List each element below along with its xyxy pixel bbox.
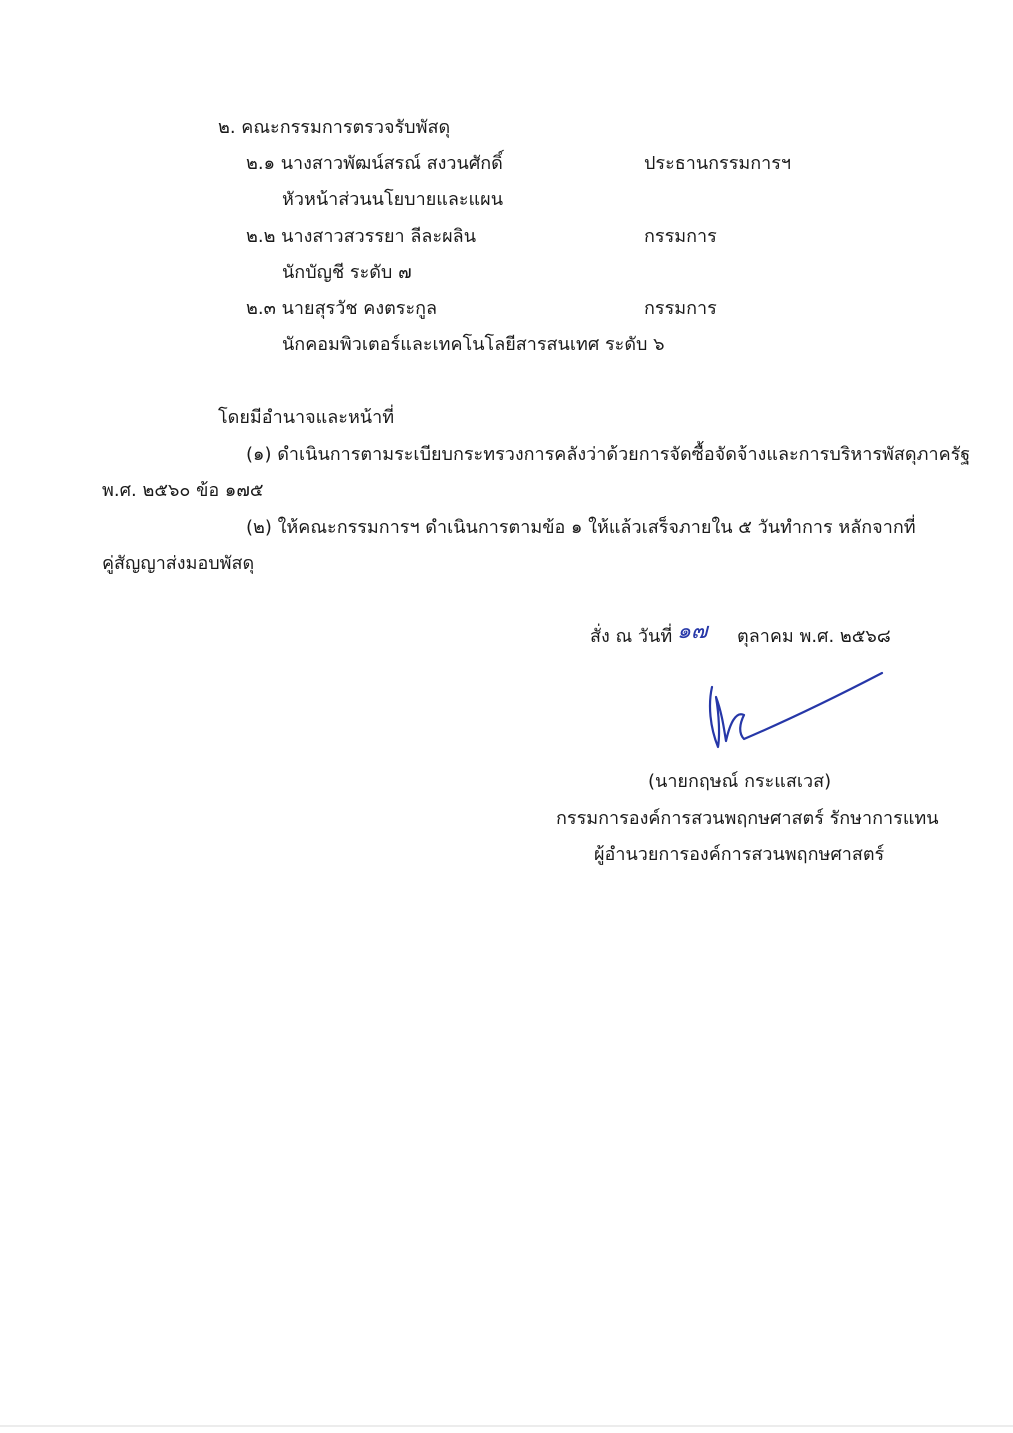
duty-2-line-2: คู่สัญญาส่งมอบพัสดุ <box>102 553 255 574</box>
member-2-role: กรรมการ <box>644 226 717 247</box>
member-3-position: นักคอมพิวเตอร์และเทคโนโลยีสารสนเทศ ระดับ ๖ <box>282 334 665 355</box>
member-1-position: หัวหน้าส่วนนโยบายและแผน <box>282 189 504 210</box>
member-2-position: นักบัญชี ระดับ ๗ <box>282 262 412 283</box>
order-date-day: ๑๗ <box>677 619 708 644</box>
duty-1-line-2: พ.ศ. ๒๕๖๐ ข้อ ๑๗๕ <box>102 480 264 501</box>
duties-heading: โดยมีอำนาจและหน้าที่ <box>218 407 395 428</box>
member-3-role: กรรมการ <box>644 298 717 319</box>
signatory-name: (นายกฤษณ์ กระแสเวส) <box>648 771 832 792</box>
signature <box>700 665 890 760</box>
order-date-month-year: ตุลาคม พ.ศ. ๒๕๖๘ <box>737 626 891 647</box>
signatory-title-line-2: ผู้อำนวยการองค์การสวนพฤกษศาสตร์ <box>594 844 885 865</box>
duty-1-line-1: (๑) ดำเนินการตามระเบียบกระทรวงการคลังว่าด้วยการจัดซื้อจัดจ้างและการบริหารพัสดุภาครัฐ <box>246 444 971 465</box>
committee-heading: ๒. คณะกรรมการตรวจรับพัสดุ <box>218 117 451 138</box>
order-date-prefix: สั่ง ณ วันที่ <box>590 626 673 647</box>
member-1-name: ๒.๑ นางสาวพัฒน์สรณ์ สงวนศักดิ์ <box>246 153 503 174</box>
signatory-title-line-1: กรรมการองค์การสวนพฤกษศาสตร์ รักษาการแทน <box>556 808 939 829</box>
member-2-name: ๒.๒ นางสาวสวรรยา ลีละผลิน <box>246 226 476 247</box>
member-3-name: ๒.๓ นายสุรวัช คงตระกูล <box>246 298 438 319</box>
page-bottom-edge <box>0 1425 1013 1427</box>
duty-2-line-1: (๒) ให้คณะกรรมการฯ ดำเนินการตามข้อ ๑ ให้แล้วเสร็จภายใน ๕ วันทำการ หลักจากที่ <box>246 517 916 538</box>
member-1-role: ประธานกรรมการฯ <box>644 153 792 174</box>
